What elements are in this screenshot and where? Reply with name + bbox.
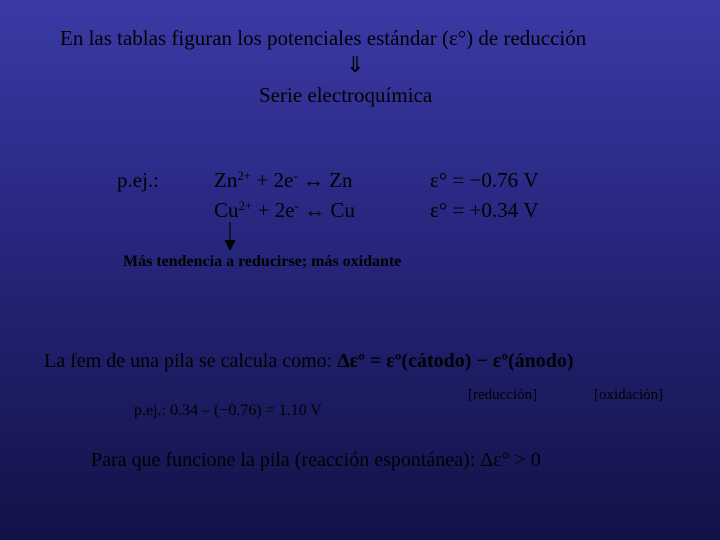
- reaction-cu: [214, 197, 355, 222]
- fem-line: [44, 351, 574, 371]
- fem-prefix: La fem de una pila se calcula como:: [44, 350, 338, 372]
- intro-line: En las tablas figuran los potenciales estándar (ε°) de reducción: [60, 26, 587, 50]
- ion-charge: 2+: [238, 197, 253, 213]
- spontaneity-condition: Para que funcione la pila (reacción espontánea): Δε° > 0: [91, 449, 541, 471]
- subtitle: Serie electroquímica: [259, 83, 433, 107]
- label-cathode: [reducción]: [468, 387, 538, 403]
- fem-example: p.ej.: 0.34 – (−0.76) = 1.10 V: [134, 402, 322, 419]
- electrons: + 2e: [251, 168, 294, 192]
- equilibrium-arrow-icon: ↔: [297, 168, 330, 192]
- potential-cu: ε° = +0.34 V: [430, 198, 539, 222]
- down-arrow-icon: ⇓: [346, 52, 365, 77]
- reaction-zn: [214, 167, 353, 192]
- example-label: p.ej.:: [117, 168, 159, 192]
- electrons: + 2e: [252, 198, 295, 222]
- product: Zn: [329, 168, 353, 192]
- down-pointer-arrow-icon: [223, 222, 237, 252]
- label-anode: [oxidación]: [594, 387, 664, 403]
- equilibrium-arrow-icon: ↔: [298, 198, 331, 222]
- fem-formula: Δεº = εº(cátodo) − εº(ánodo): [337, 350, 574, 372]
- ion-charge: 2+: [237, 167, 252, 183]
- ion: Cu: [214, 198, 239, 222]
- potential-zn: ε° = −0.76 V: [430, 168, 539, 192]
- electron-charge: -: [293, 167, 298, 183]
- product: Cu: [330, 198, 355, 222]
- ion: Zn: [214, 168, 238, 192]
- tendency-note: Más tendencia a reducirse; más oxidante: [123, 253, 402, 270]
- electron-charge: -: [294, 197, 299, 213]
